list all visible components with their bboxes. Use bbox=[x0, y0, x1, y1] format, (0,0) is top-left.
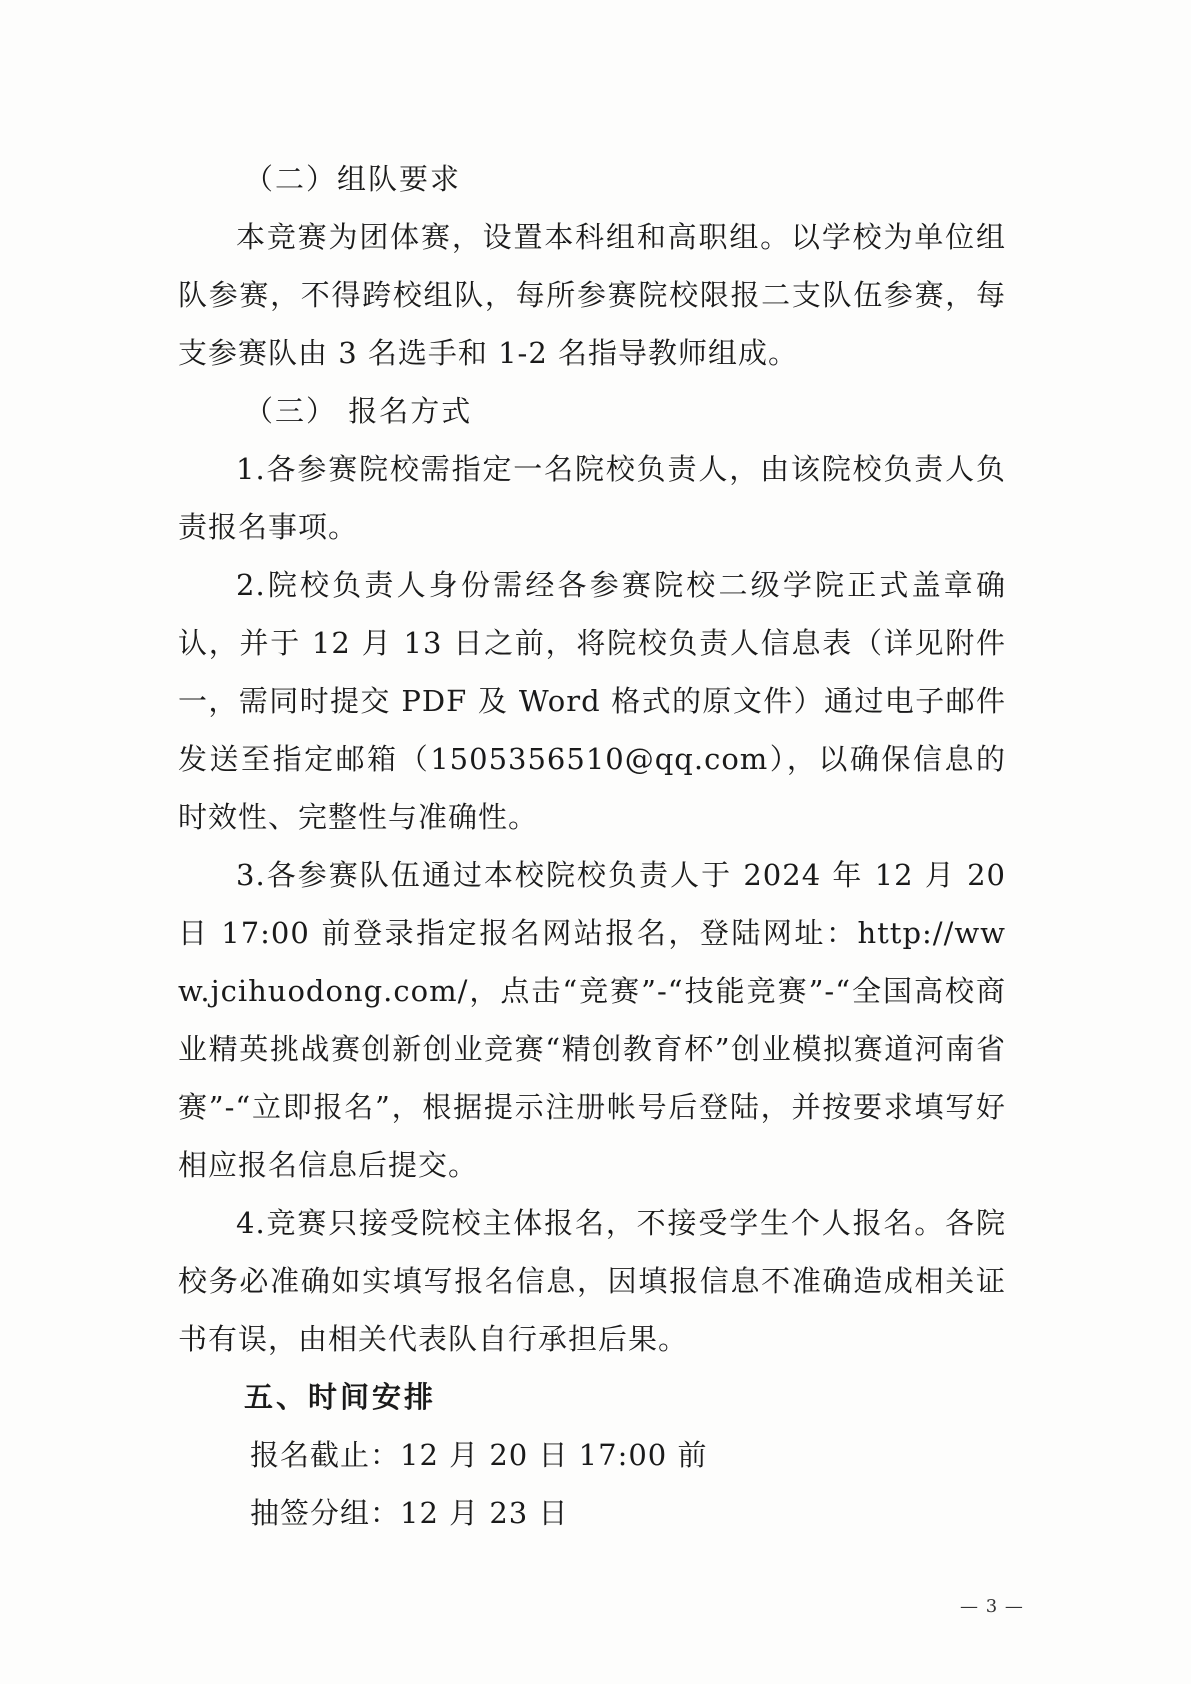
document-body bbox=[178, 150, 1006, 1542]
schedule-registration-deadline: 报名截止：12 月 20 日 17:00 前 bbox=[250, 1438, 708, 1472]
paragraph-team-requirements: 本竞赛为团体赛，设置本科组和高职组。以学校为单位组队参赛，不得跨校组队，每所参赛院校限报二支队伍参赛，每支参赛队由 3 名选手和 1-2 名指导教师组成。 bbox=[178, 220, 1006, 370]
paragraph-registration-3: 3.各参赛队伍通过本校院校负责人于 2024 年 12 月 20 日 17:00 前登录指定报名网站报名，登陆网址：http://www.jcihuodong.com/，点击“竞赛”-“技能竞赛”-“全国高校商业精英挑战赛创新创业竞赛“精创教育杯”创业模拟赛道河南省赛”-“立即报名”，根据提示注册帐号后登陆，并按要求填写好相应报名信息后提交。 bbox=[178, 858, 1006, 1182]
paragraph-registration-2: 2.院校负责人身份需经各参赛院校二级学院正式盖章确认，并于 12 月 13 日之前，将院校负责人信息表（详见附件一，需同时提交 PDF 及 Word 格式的原文件）通过电子邮件发送至指定邮箱（1505356510@qq.com），以确保信息的时效性、完整性与准确性。 bbox=[178, 568, 1006, 834]
section-heading-registration-method: （三） 报名方式 bbox=[244, 394, 473, 428]
page-number: — 3 — bbox=[960, 1596, 1024, 1617]
paragraph-registration-4: 4.竞赛只接受院校主体报名，不接受学生个人报名。各院校务必准确如实填写报名信息，因填报信息不准确造成相关证书有误，由相关代表队自行承担后果。 bbox=[178, 1206, 1006, 1356]
section-heading-team-requirements: （二）组队要求 bbox=[244, 162, 462, 196]
section-heading-schedule: 五、时间安排 bbox=[244, 1380, 437, 1414]
paragraph-registration-1: 1.各参赛院校需指定一名院校负责人，由该院校负责人负责报名事项。 bbox=[178, 452, 1006, 544]
schedule-draw-grouping: 抽签分组：12 月 23 日 bbox=[250, 1496, 569, 1530]
